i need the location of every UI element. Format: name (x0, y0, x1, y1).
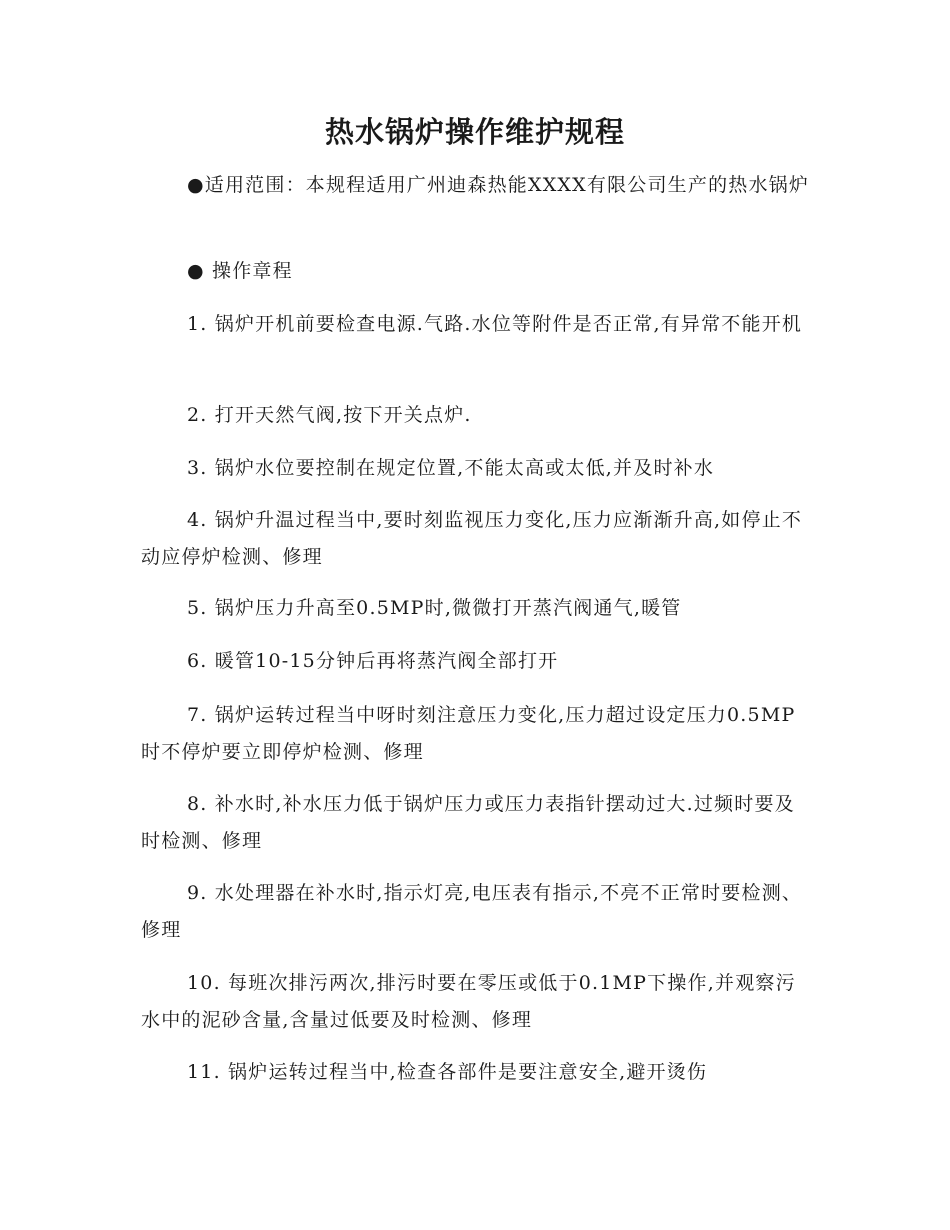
list-item: 2. 打开天然气阀,按下开关点炉. (187, 404, 472, 426)
list-item: 3. 锅炉水位要控制在规定位置,不能太高或太低,并及时补水 (187, 457, 715, 479)
list-item: 7. 锅炉运转过程当中呀时刻注意压力变化,压力超过设定压力0.5MP时不停炉要立即停炉检测、修理 (141, 704, 796, 763)
section-heading: ● 操作章程 (187, 260, 293, 282)
list-item: 8. 补水时,补水压力低于锅炉压力或压力表指针摆动过大.过频时要及时检测、修理 (141, 793, 795, 852)
list-item: 6. 暖管10-15分钟后再将蒸汽阀全部打开 (187, 650, 559, 672)
list-item: 9. 水处理器在补水时,指示灯亮,电压表有指示,不亮不正常时要检测、修理 (141, 882, 803, 941)
list-item: 4. 锅炉升温过程当中,要时刻监视压力变化,压力应渐渐升高,如停止不动应停炉检测、修理 (141, 509, 803, 568)
list-item: 10. 每班次排污两次,排污时要在零压或低于0.1MP下操作,并观察污水中的泥砂含量,含量过低要及时检测、修理 (141, 972, 796, 1031)
list-item: 5. 锅炉压力升高至0.5MP时,微微打开蒸汽阀通气,暖管 (187, 597, 682, 619)
scope-paragraph: ●适用范围：本规程适用广州迪森热能XXXX有限公司生产的热水锅炉 (187, 174, 810, 196)
document-title: 热水锅炉操作维护规程 (324, 115, 625, 149)
list-item: 1. 锅炉开机前要检查电源.气路.水位等附件是否正常,有异常不能开机 (187, 313, 803, 335)
list-item: 11. 锅炉运转过程当中,检查各部件是要注意安全,避开烫伤 (187, 1061, 708, 1083)
